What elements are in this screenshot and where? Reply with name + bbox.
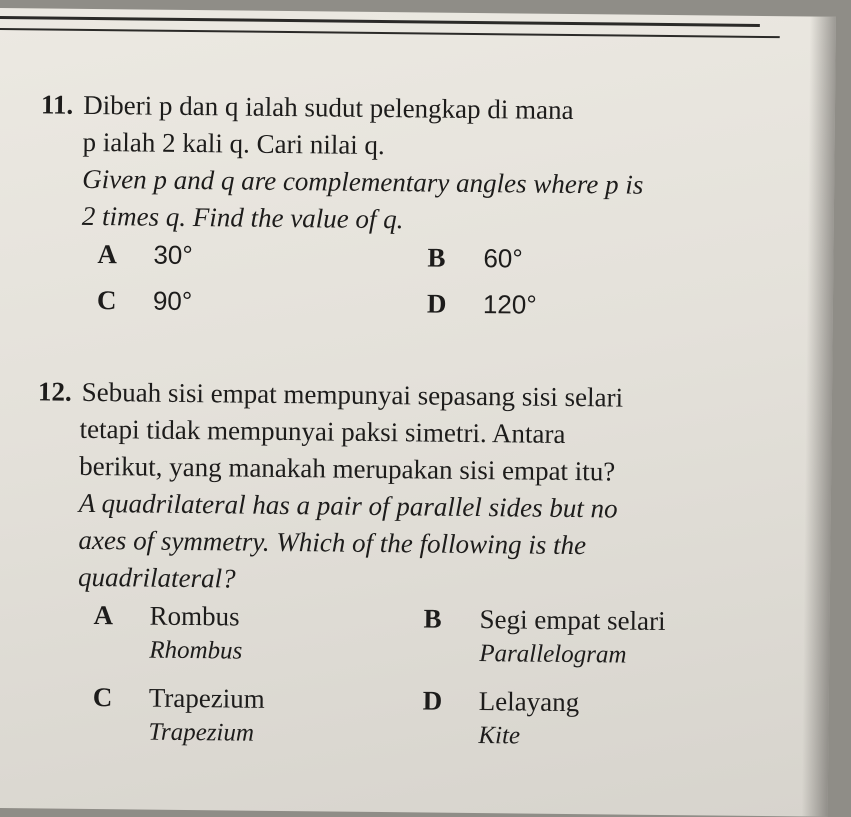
option-value: 120° <box>482 289 537 320</box>
option-english-label: Trapezium <box>148 718 255 747</box>
question-number: 11. <box>40 89 74 120</box>
top-rule-thin <box>0 28 780 38</box>
option-value: 90° <box>152 285 193 317</box>
question-11 <box>39 86 802 338</box>
option-value: 60° <box>483 243 523 274</box>
question-11-options <box>81 239 800 339</box>
question-12-malay-line-3: berikut, yang manakah merupakan sisi empat itu? <box>79 450 616 487</box>
option-english-label: Kite <box>478 722 521 750</box>
question-number: 12. <box>37 376 72 407</box>
question-12-malay-line-1: 12. Sebuah sisi empat mempunyai sepasang sisi selari <box>37 376 624 413</box>
option-c[interactable] <box>97 285 193 317</box>
top-rule <box>0 16 760 27</box>
page-edge-shadow <box>802 16 836 816</box>
option-a[interactable] <box>97 239 193 271</box>
question-12-english-line-1: A quadrilateral has a pair of parallel sides but no <box>78 487 618 524</box>
question-12-english-line-3: quadrilateral? <box>77 561 236 594</box>
worksheet-page <box>0 8 836 817</box>
option-d[interactable] <box>422 685 579 756</box>
option-b[interactable] <box>423 603 666 675</box>
option-c[interactable] <box>92 682 265 753</box>
option-letter: D <box>426 288 447 319</box>
option-d[interactable] <box>427 288 537 320</box>
option-letter: A <box>93 600 114 631</box>
option-letter: D <box>422 685 443 716</box>
question-11-english-line-1: Given p and q are complementary angles where p is <box>82 163 644 200</box>
question-11-malay-line-1: 11. Diberi p dan q ialah sudut pelengkap di mana <box>40 89 574 126</box>
question-11-malay-line-2: p ialah 2 kali q. Cari nilai q. <box>82 126 385 161</box>
question-12-options <box>76 600 796 772</box>
option-label: Trapezium <box>148 682 265 714</box>
option-label: Lelayang <box>478 686 580 718</box>
question-12-malay-line-2: tetapi tidak mempunyai paksi simetri. Antara <box>79 413 566 449</box>
option-letter: B <box>423 603 442 634</box>
option-letter: A <box>97 239 118 270</box>
option-label: Rombus <box>149 600 240 632</box>
question-12 <box>34 373 798 771</box>
question-12-english-line-2: axes of symmetry. Which of the following is the <box>78 524 587 561</box>
option-a[interactable] <box>93 600 243 671</box>
question-11-english-line-2: 2 times q. Find the value of q. <box>81 200 404 235</box>
option-value: 30° <box>153 239 193 271</box>
option-b[interactable] <box>427 242 523 274</box>
option-letter: B <box>427 242 446 273</box>
option-letter: C <box>92 682 113 713</box>
option-english-label: Rhombus <box>149 636 243 665</box>
option-english-label: Parallelogram <box>479 640 627 669</box>
option-letter: C <box>96 285 117 316</box>
option-label: Segi empat selari <box>479 604 666 637</box>
